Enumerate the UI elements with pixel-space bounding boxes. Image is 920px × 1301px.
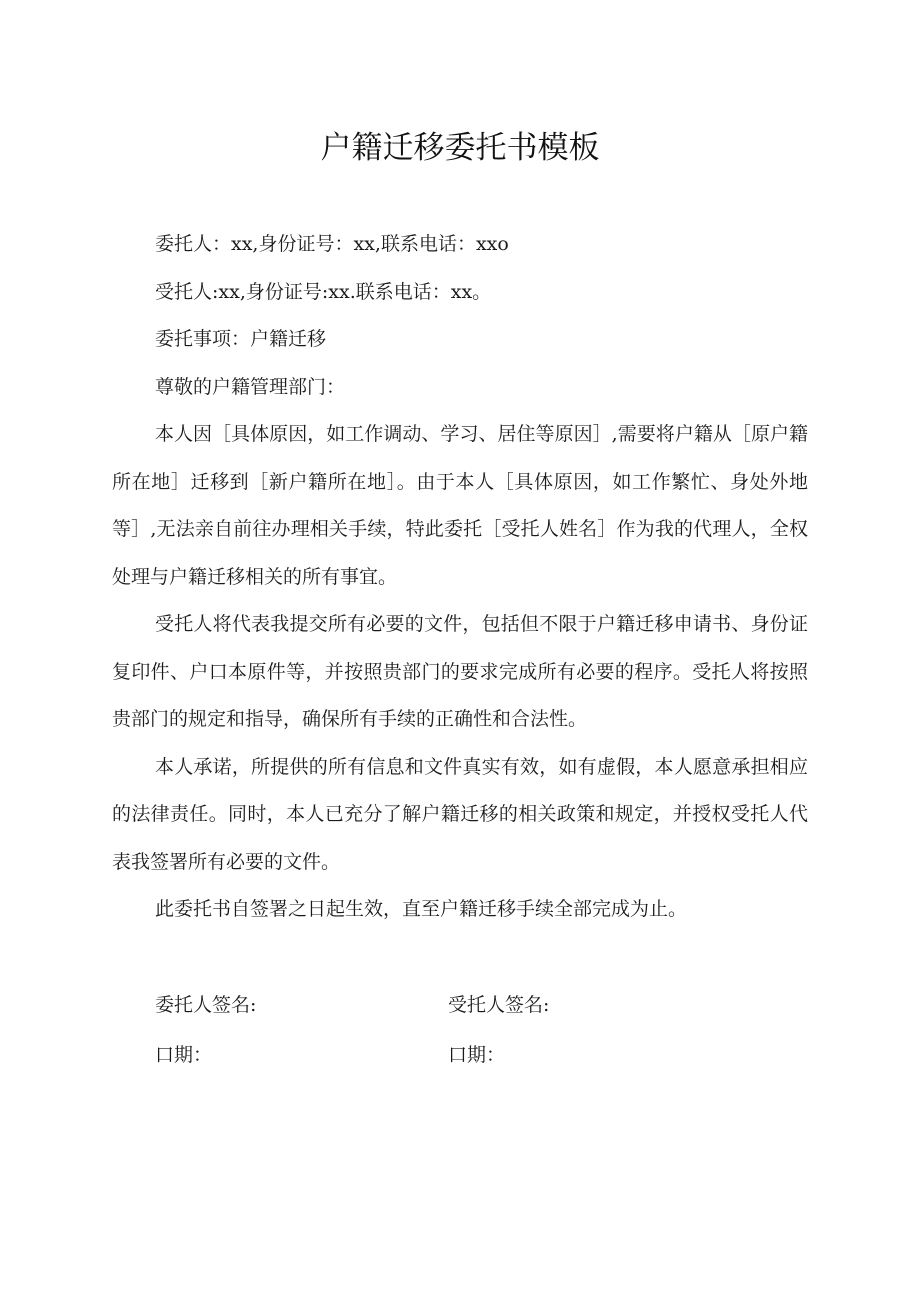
paragraph-reason: 本人因［具体原因，如工作调动、学习、居住等原因］,需要将户籍从［原户籍所在地］迁移到［新户籍所在地］。由于本人［具体原因，如工作繁忙、身处外地等］,无法亲自前往办理相关手续，特此委托［受托人姓名］作为我的代理人，全权处理与户籍迁移相关的所有事宜。: [112, 423, 808, 588]
paragraph-duties: 受托人将代表我提交所有必要的文件，包括但不限于户籍迁移申请书、身份证复印件、户口本原件等，并按照贵部门的要求完成所有必要的程序。受托人将按照贵部门的规定和指导，确保所有手续的正确性和合法性。: [112, 613, 808, 730]
paragraph-commitment: 本人承诺，所提供的所有信息和文件真实有效，如有虚假，本人愿意承担相应的法律责任。同时，本人已充分了解户籍迁移的相关政策和规定，并授权受托人代表我签署所有必要的文件。: [112, 755, 808, 873]
matter-line: 委托事项：户籍迁移: [155, 328, 327, 350]
principal-signature-label: 委托人签名:: [155, 994, 257, 1016]
signature-area: [155, 980, 755, 1080]
agent-date-label: 口期：: [448, 1044, 506, 1066]
salutation: 尊敬的户籍管理部门：: [155, 375, 346, 398]
paragraph-effective: 此委托书自签署之日起生效，直至户籍迁移手续全部完成为止。: [155, 898, 688, 920]
agent-info-line: 受托人:xx,身份证号:xx.联系电话：xx。: [155, 280, 492, 303]
signature-row: [155, 980, 755, 1030]
principal-date-label: 口期：: [155, 1044, 213, 1066]
agent-signature-label: 受托人签名:: [448, 994, 550, 1016]
principal-info-line: 委托人：xx,身份证号：xx,联系电话：xxo: [155, 233, 509, 255]
date-row: [155, 1030, 755, 1080]
document-title: 户籍迁移委托书模板: [320, 130, 600, 166]
document-body: [112, 221, 808, 934]
